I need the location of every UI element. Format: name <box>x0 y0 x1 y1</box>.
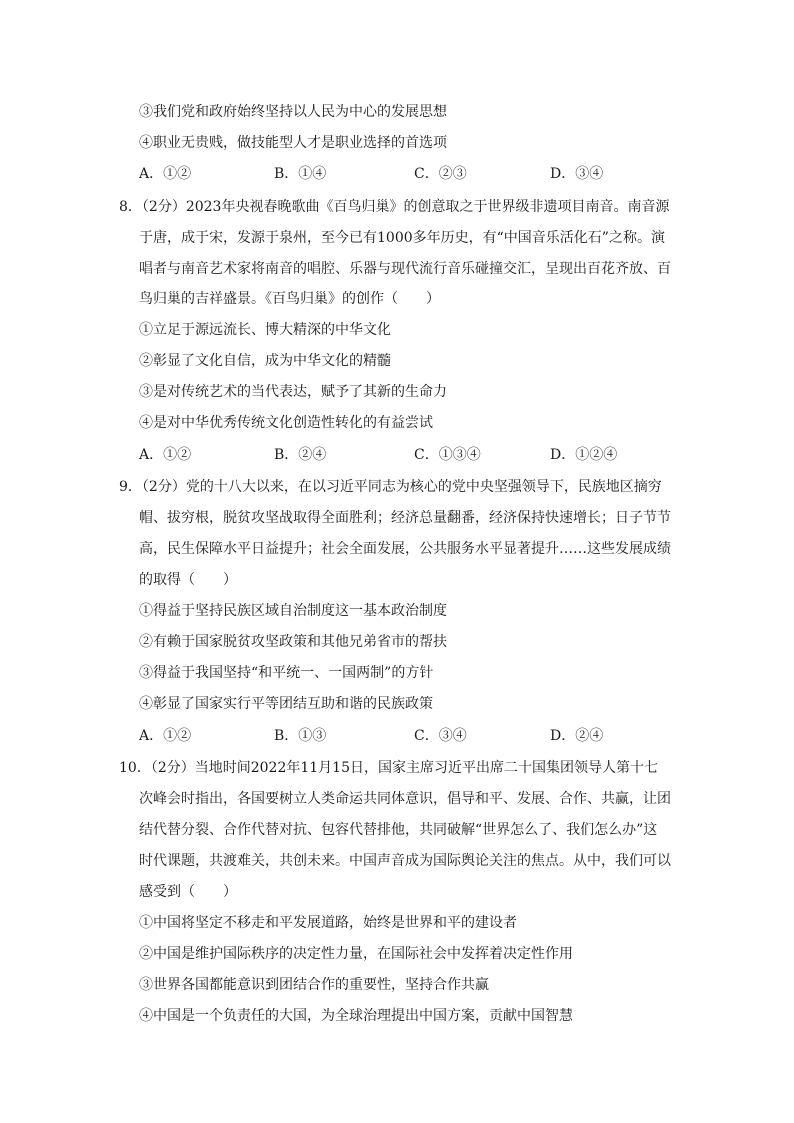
q8-option-c[interactable]: C．①③④ <box>414 447 481 463</box>
q9-stem-line-3: 高，民生保障水平日益提升；社会全面发展，公共服务水平显著提升……这些发展成绩 <box>139 541 671 557</box>
q9-option-c[interactable]: C．③④ <box>414 728 467 744</box>
q10-stem-line-1: 10．（2分）当地时间2022年11月15日，国家主席习近平出席二十国集团领导人第十七 <box>119 760 658 776</box>
q9-stem-line-1: 9．（2分）党的十八大以来，在以习近平同志为核心的党中央坚强领导下，民族地区摘穷 <box>119 479 662 495</box>
q10-stem-line-4: 时代课题，共渡难关，共创未来。中国声音成为国际舆论关注的焦点。从中，我们可以 <box>139 853 671 869</box>
q8-stem-line-2: 于唐，成于宋，发源于泉州，至今已有1000多年历史，有“中国音乐活化石”之称。演 <box>139 230 665 246</box>
q9-stem-line-4: 的取得（ ） <box>139 572 237 588</box>
q8-option-a[interactable]: A．①② <box>139 447 192 463</box>
q10-statement-3: ③世界各国都能意识到团结合作的重要性，坚持合作共赢 <box>139 977 489 993</box>
q9-stem-line-2: 帽、拔穷根，脱贫攻坚战取得全面胜利；经济总量翻番，经济保持快速增长；日子节节 <box>139 510 671 526</box>
q8-stem-line-4: 鸟归巢的吉祥盛景。《百鸟归巢》的创作（ ） <box>139 291 440 307</box>
q8-option-b[interactable]: B．②④ <box>274 447 327 463</box>
q10-statement-2: ②中国是维护国际秩序的决定性力量，在国际社会中发挥着决定性作用 <box>139 946 573 962</box>
q8-statement-4: ④是对中华优秀传统文化创造性转化的有益尝试 <box>139 415 433 431</box>
q7-options <box>139 164 659 184</box>
q10-stem-line-3: 结代替分裂、合作代替对抗、包容代替排他，共同破解“世界怎么了、我们怎么办”这 <box>139 822 658 838</box>
q8-statement-2: ②彰显了文化自信，成为中华文化的精髓 <box>139 353 391 369</box>
q7-option-a[interactable]: A．①② <box>139 166 192 182</box>
q8-option-d[interactable]: D．①②④ <box>550 447 618 463</box>
q7-statement-4: ④职业无贵贱，做技能型人才是职业选择的首选项 <box>139 135 447 151</box>
q8-statement-1: ①立足于源远流长、博大精深的中华文化 <box>139 322 391 338</box>
q9-option-a[interactable]: A．①② <box>139 728 192 744</box>
q10-statement-4: ④中国是一个负责任的大国，为全球治理提出中国方案，贡献中国智慧 <box>139 1008 573 1024</box>
q9-statement-2: ②有赖于国家脱贫攻坚政策和其他兄弟省市的帮扶 <box>139 634 447 650</box>
q10-stem-line-2: 次峰会时指出，各国要树立人类命运共同体意识，倡导和平、发展、合作、共赢，让团 <box>139 791 671 807</box>
q8-statement-3: ③是对传统艺术的当代表达，赋予了其新的生命力 <box>139 384 447 400</box>
q9-options <box>139 726 659 746</box>
q9-statement-1: ①得益于坚持民族区域自治制度这一基本政治制度 <box>139 603 447 619</box>
q7-option-b[interactable]: B．①④ <box>274 166 327 182</box>
q10-stem-line-5: 感受到（ ） <box>139 884 237 900</box>
q8-stem-line-3: 唱者与南音艺术家将南音的唱腔、乐器与现代流行音乐碰撞交汇，呈现出百花齐放、百 <box>139 261 671 277</box>
q8-stem-line-1: 8．（2分）2023年央视春晚歌曲《百鸟归巢》的创意取之于世界级非遗项目南音。南音源 <box>119 199 670 215</box>
q7-option-c[interactable]: C．②③ <box>414 166 467 182</box>
q10-statement-1: ①中国将坚定不移走和平发展道路，始终是世界和平的建设者 <box>139 915 517 931</box>
q8-options <box>139 445 659 465</box>
q9-option-d[interactable]: D．②④ <box>550 728 604 744</box>
q7-option-d[interactable]: D．③④ <box>550 166 604 182</box>
q9-statement-3: ③得益于我国坚持“和平统一、一国两制”的方针 <box>139 665 434 681</box>
q9-option-b[interactable]: B．①③ <box>274 728 327 744</box>
q9-statement-4: ④彰显了国家实行平等团结互助和谐的民族政策 <box>139 696 433 712</box>
q7-statement-3: ③我们党和政府始终坚持以人民为中心的发展思想 <box>139 104 447 120</box>
